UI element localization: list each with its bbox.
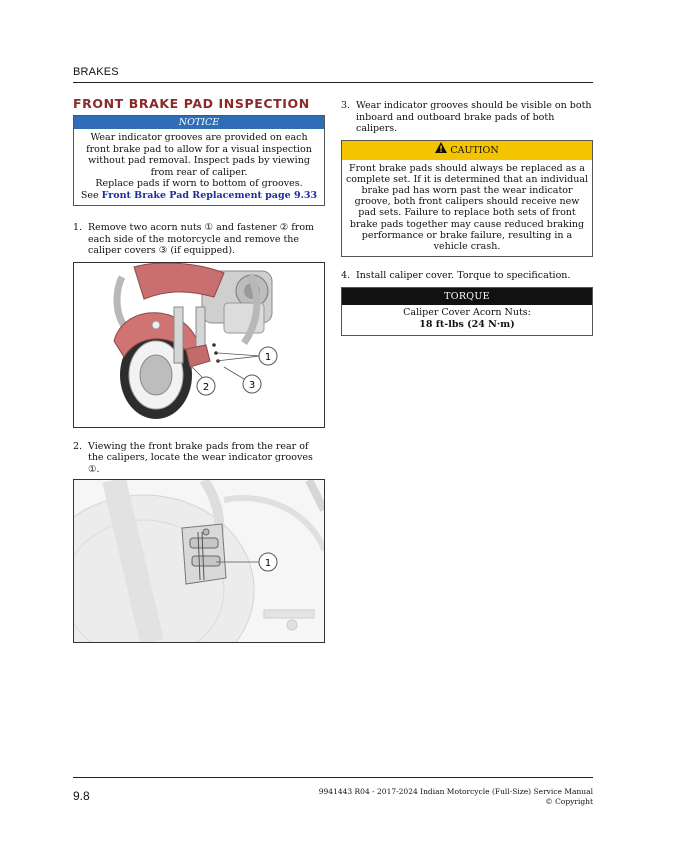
torque-box [341, 287, 593, 336]
right-column [341, 100, 593, 336]
step-text: Remove two acorn nuts ① and fastener ② from each side of the motorcycle and remove the caliper covers ③ (if equipped). [88, 222, 315, 256]
header-title: BRAKES [73, 66, 119, 78]
step-2 [73, 441, 325, 476]
footer-text [319, 787, 593, 806]
section-title: FRONT BRAKE PAD INSPECTION [73, 96, 310, 111]
caution-text: Front brake pads should always be replaced as a complete set. If it is determined that an individual brake pad has worn past the wear indicator groove, both front calipers should receive new pad sets. Failure to replace both sets of front brake pads together may cause reduced braking performance or brake failure, resulting in a vehicle crash. [345, 162, 589, 252]
brake-caliper-illustration [74, 480, 324, 642]
notice-body [74, 129, 324, 205]
copyright: © Copyright [545, 796, 593, 806]
manual-title: 9941443 R04 - 2017-2024 Indian Motorcycle (Full-Size) Service Manual [318, 787, 593, 796]
callout-1: 1 [264, 558, 272, 569]
caution-box [341, 140, 593, 258]
step-number: 1. [73, 222, 83, 233]
step-3 [341, 100, 593, 135]
left-column [73, 96, 325, 643]
step-text: Wear indicator grooves should be visible on both inboard and outboard brake pads of both calipers. [356, 100, 592, 134]
step-1 [73, 222, 325, 257]
torque-item: Caliper Cover Acorn Nuts: [403, 306, 531, 318]
front-brake-pad-replacement-link[interactable]: Front Brake Pad Replacement page 9.33 [101, 189, 318, 201]
step-number: 2. [73, 440, 83, 452]
callout-1: 1 [264, 351, 272, 363]
step-text: Viewing the front brake pads from the rear of the calipers, locate the wear indicator grooves ①. [88, 440, 313, 475]
torque-label: TORQUE [342, 288, 592, 305]
caution-header [342, 141, 592, 160]
caution-body [342, 160, 592, 257]
callout-2: 2 [202, 381, 210, 393]
page-number: 9.8 [73, 789, 90, 803]
notice-text: Wear indicator grooves are provided on each front brake pad to allow for a visual inspection without pad removal. Inspect pads by viewing from rear of caliper. [86, 132, 312, 178]
torque-value: 18 ft-lbs (24 N·m) [419, 318, 515, 330]
caution-label: CAUTION [450, 144, 499, 156]
step-number: 4. [341, 270, 351, 282]
figure-caliper-cover [73, 262, 325, 428]
notice-replace-text: Replace pads if worn to bottom of grooves. [95, 178, 303, 189]
torque-body [342, 305, 592, 335]
warning-triangle-icon [435, 141, 447, 160]
footer-rule [73, 777, 593, 778]
notice-box [73, 115, 325, 206]
figure-wear-indicator [73, 479, 325, 643]
callout-3: 3 [248, 379, 256, 391]
notice-see-prefix: See [80, 189, 102, 201]
step-number: 3. [341, 100, 351, 111]
notice-label: NOTICE [74, 116, 324, 129]
step-text: Install caliper cover. Torque to specification. [356, 270, 571, 282]
step-4 [341, 270, 593, 282]
motorcycle-front-illustration [74, 263, 324, 427]
header-rule [73, 82, 593, 83]
